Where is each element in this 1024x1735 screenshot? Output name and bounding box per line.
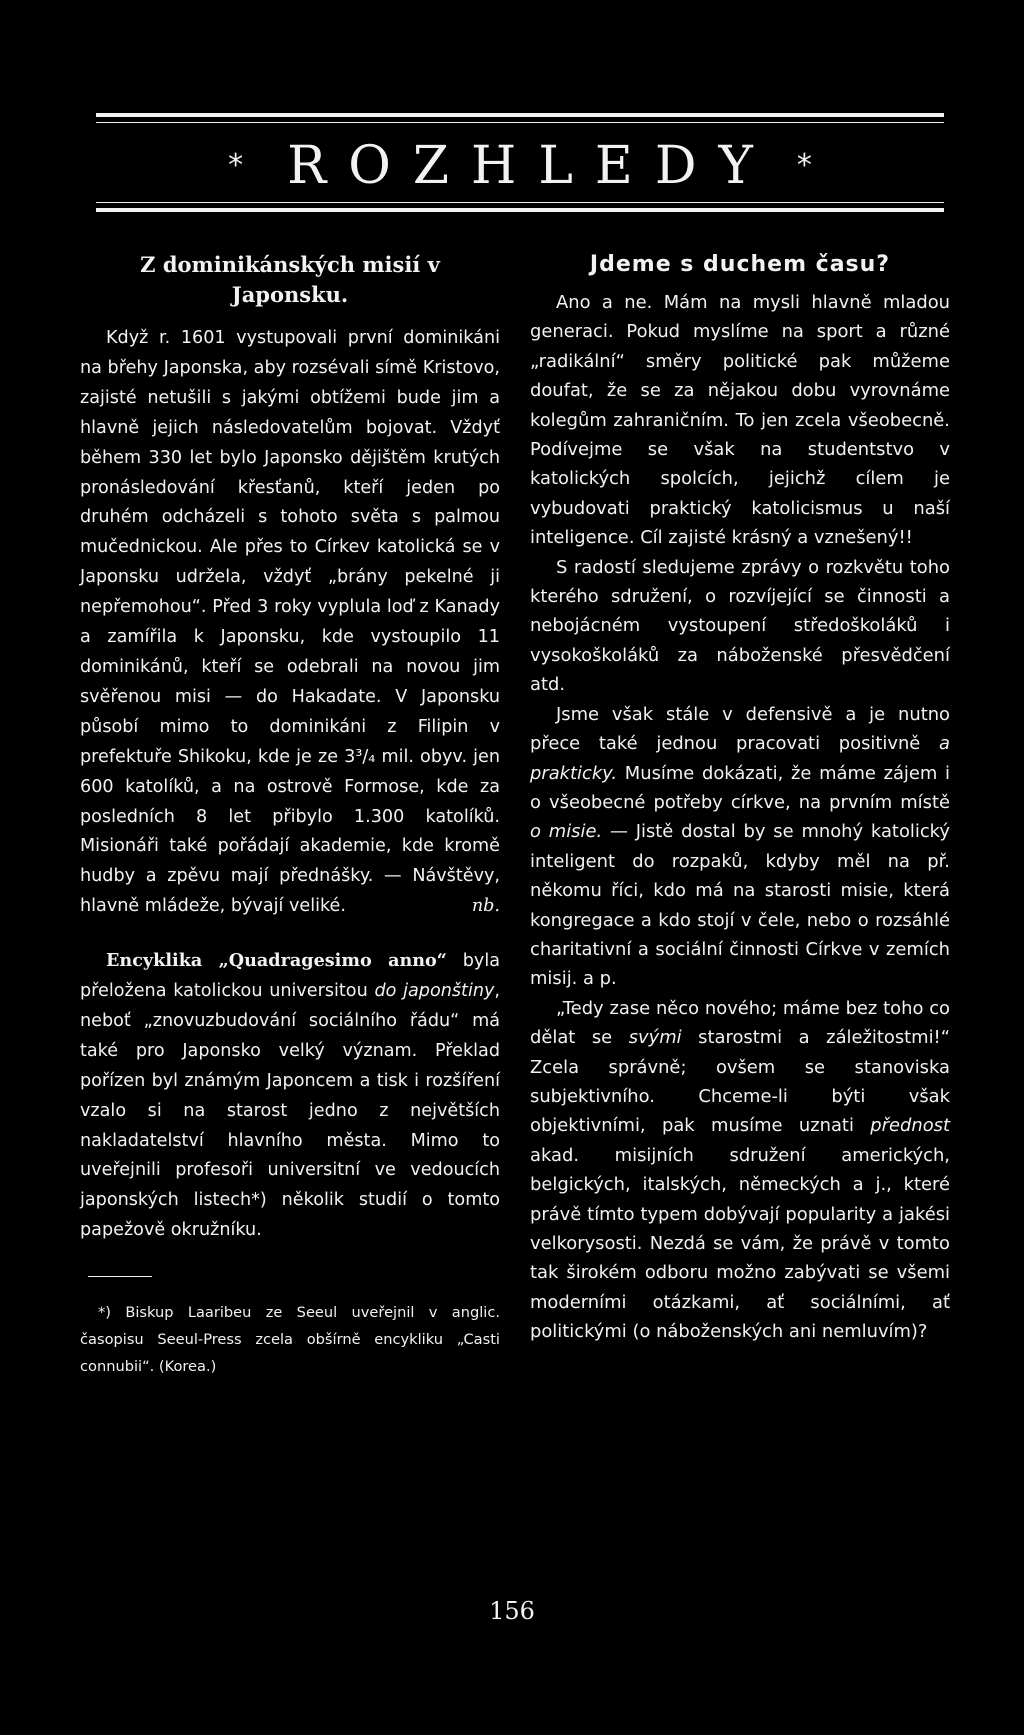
p4-text-a: „Tedy zase něco nového; máme bez toho co dělat se xyxy=(530,997,950,1049)
p3-emphasis-missions: o misie. xyxy=(530,821,603,843)
masthead-rule-top-thick xyxy=(96,113,944,117)
left-column xyxy=(80,250,500,1380)
article-paragraph-1: Ano a ne. Mám na mysli hlavně mladou generaci. Pokud myslíme na sport a různé „radikální“ směry politické pak můžeme doufat, že se za nějakou dobu vyrovnáme kolegům zahraničním. To jen zcela všeobecně. Podívejme se však na studentstvo v katolických spolcích, jejichž cílem je vybudovati praktický katolicismus u naší inteligence. Cíl zajisté krásný a vznešený!! xyxy=(530,292,950,549)
p3-text-b: Musíme dokázati, že máme zájem i o všeobecné potřeby církve, na prvním místě xyxy=(530,762,950,813)
encyclical-text-b: , neboť „znovuzbudování sociálního řádu“ má také pro Japonsko velký význam. Překlad pořízen byl známým Japoncem a tisk i rozšíření vzalo si na starost jedno z největších nakladatelství hlavního města. Mimo to uveřejnili profesoři universitní ve vedoucích japonských listech*) několik studií o tomto papežově okružníku. xyxy=(80,981,500,1241)
p4-text-b: starostmi a záležitostmi!“ Zcela správně; ovšem se stanoviska subjektivního. Chceme-li býti však objektivními, pak musíme uznati xyxy=(530,1027,951,1137)
article-heading-spirit-of-time: Jdeme s duchem času? xyxy=(589,252,891,277)
article-paragraph-2: S radostí sledujeme zprávy o rozkvětu toho kterého sdružení, o rozvíjející se činnosti a nebojácném vystoupení středoškoláků i vysokoškoláků za náboženské přesvědčení atd. xyxy=(530,556,950,696)
masthead-rule-top-thin xyxy=(96,122,944,123)
encyclical-lead: Encyklika „Quadragesimo anno“ xyxy=(106,950,447,972)
encyclical-emphasis: do japonštiny xyxy=(374,981,495,1002)
article-paragraph-missions-text: Když r. 1601 vystupovali první dominikáni na břehy Japonska, aby rozsévali símě Kristovo, zajisté netušili s jakými obtížemi bude jim a hlavně jejich následovatelům bojovat. Vždyť během 330 let bylo Japonsko dějištěm krutých pronásledování křesťanů, kteří jeden po druhém odcházeli s tohoto světa s palmou mučednickou. Ale přes to Církev katolická se v Japonsku udržela, vždyť „brány pekelné ji nepřemohou“. Před 3 roky vyplula loď z Kanady a zamířila k Japonsku, kde vystoupilo 11 dominikánů, kteří se odebrali na novou jim svěřenou misi — do Hakadate. V Japonsku působí mimo to dominikáni z Filipin v prefektuře Shikoku, kde je ze 3³/₄ mil. obyv. jen 600 katolíků, a na ostrově Formose, kde za posledních 8 let přibylo 1.300 katolíků. Misionáři také pořádají akademie, kde kromě hudby a zpěvu mají přednášky. — Návštěvy, hlavně mládeže, bývají veliké. xyxy=(80,328,500,917)
article-paragraph-missions xyxy=(80,324,500,922)
page-number: 156 xyxy=(489,1597,535,1625)
star-icon-right: * xyxy=(796,148,812,183)
article-paragraph-4 xyxy=(530,994,950,1347)
section-title: ROZHLEDY xyxy=(287,136,775,196)
article-paragraph-3 xyxy=(530,700,950,994)
masthead xyxy=(96,133,944,199)
encyclical-text-a: byla přeložena katolickou universitou xyxy=(80,951,500,1002)
footnote: *) Biskup Laaribeu ze Seeul uveřejnil v anglic. časopisu Seeul-Press zcela obšírně encykliku „Casti connubii“. (Korea.) xyxy=(80,1304,500,1376)
masthead-rule-bottom-thick xyxy=(96,208,944,212)
p3-text-a: Jsme však stále v defensivě a je nutno přece také jednou pracovati positivně xyxy=(530,703,950,755)
star-icon-left: * xyxy=(228,148,244,183)
paragraph-gap xyxy=(80,922,500,946)
masthead-rule-bottom-thin xyxy=(96,202,944,203)
author-signature: nb. xyxy=(471,896,500,917)
p4-text-c: akad. misijních sdružení amerických, belgických, italských, německých a j., které právě tímto typem dobývají popularity a jakési velkorysosti. Nezdá se vám, že právě v tomto tak širokém odboru možno zabývati se všemi moderními otázkami, ať sociálními, ať politickými (o náboženských ani nemluvím)? xyxy=(530,1144,950,1343)
footnote-rule xyxy=(88,1276,152,1277)
right-column xyxy=(530,250,950,1347)
p3-text-c: — Jistě dostal by se mnohý katolický inteligent do rozpaků, kdyby měl na př. někomu říci, kdo má na starosti misie, která kongregace a kdo stojí v čele, nebo o rozsáhlé charitativní a sociální činnosti Církve v zemích misij. a p. xyxy=(530,821,950,990)
p4-emphasis-own: svými xyxy=(628,1027,682,1049)
p3-emphasis-practically: a prakticky. xyxy=(530,733,950,784)
p4-emphasis-priority: přednost xyxy=(870,1115,950,1137)
article-heading-japan-missions: Z dominikánských misií v Japonsku. xyxy=(140,252,440,307)
article-paragraph-encyclical xyxy=(80,946,500,1246)
